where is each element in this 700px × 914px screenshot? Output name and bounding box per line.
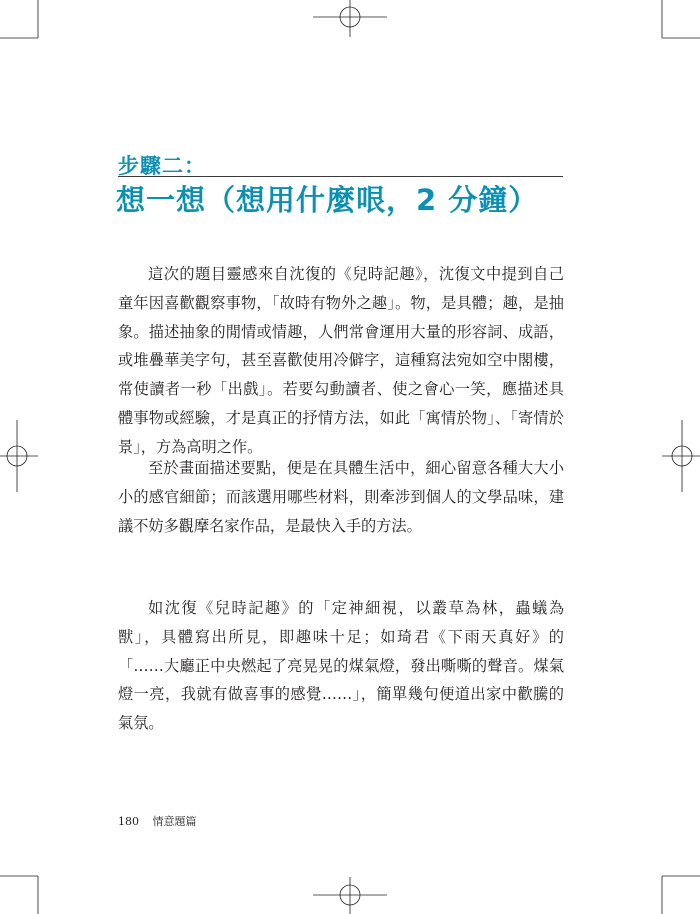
body-paragraph-3: 如沈復《兒時記趣》的「定神細視，以叢草為林，蟲蟻為獸」，具體寫出所見，即趣味十足；如琦君《下雨天真好》的「……大廳正中央燃起了亮晃晃的煤氣燈，發出嘶嘶的聲音。煤氣燈一亮，我就有做喜事的感覺……」，簡單幾句便道出家中歡騰的氣氛。 <box>118 599 564 733</box>
page-footer <box>118 813 197 829</box>
page-number: 180 <box>118 815 139 828</box>
body-paragraph-1: 這次的題目靈感來自沈復的《兒時記趣》，沈復文中提到自己童年因喜歡觀察事物，「故時有物外之趣」。物，是具體；趣，是抽象。描述抽象的閒情或情趣，人們常會運用大量的形容詞、成語，或堆疊華美字句，甚至喜歡使用冷僻字，這種寫法宛如空中閣樓，常使讀者一秒「出戲」。若要勾動讀者、使之會心一笑，應描述具體事物或經驗，才是真正的抒情方法，如此「寓情於物」、「寄情於景」，方為高明之作。 <box>118 265 564 456</box>
heading-rule <box>118 176 563 177</box>
body-paragraph-2: 至於畫面描述要點，便是在具體生活中，細心留意各種大大小小的感官細節；而該選用哪些材料，則牽涉到個人的文學品味，建議不妨多觀摩名家作品，是最快入手的方法。 <box>118 459 564 535</box>
running-section-name: 情意題篇 <box>152 815 197 828</box>
step-label: 步驟二： <box>118 154 206 178</box>
section-title: 想一想（想用什麼哏，2 分鐘） <box>116 183 539 217</box>
